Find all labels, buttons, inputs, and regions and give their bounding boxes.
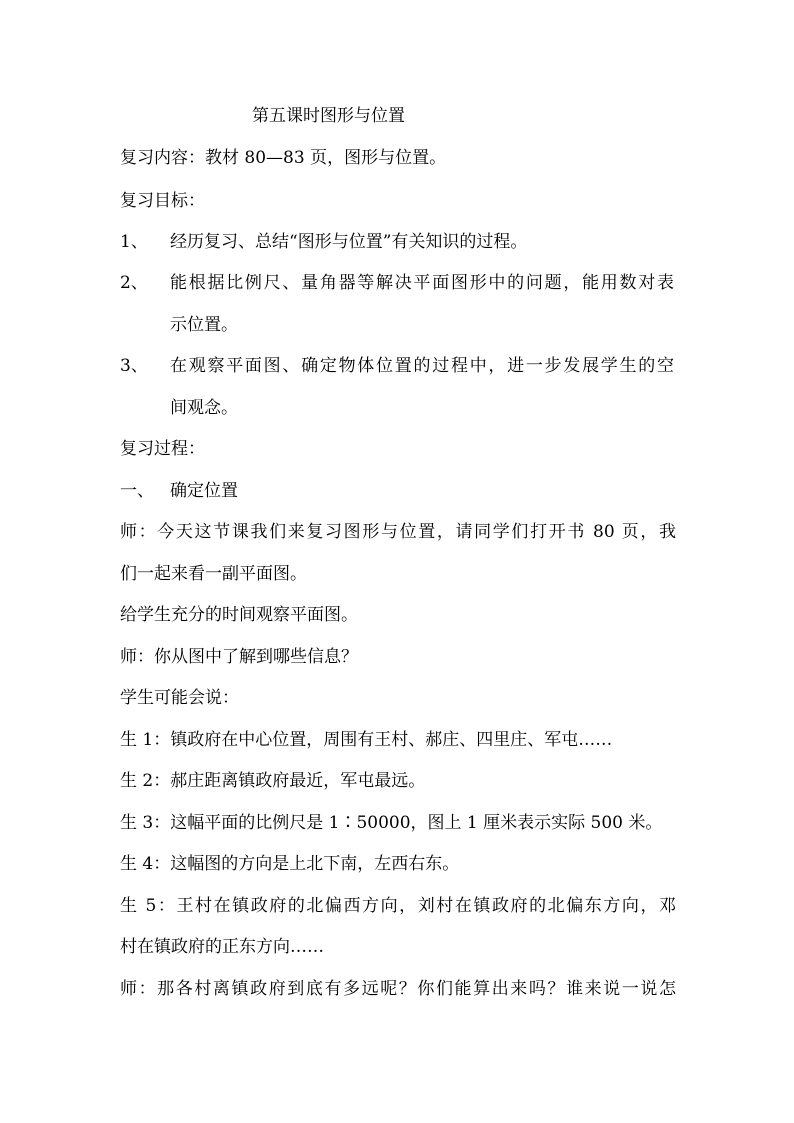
goals-heading: 复习目标： [120,191,205,211]
section-1-label: 确定位置 [170,481,238,501]
paragraph-line: 师：今天这节课我们来复习图形与位置，请同学们打开书 80 页，我 [120,522,676,542]
paragraph-line: 们一起来看一副平面图。 [120,564,307,584]
paragraph-line: 学生可能会说： [120,688,239,708]
goal-number-3: 3、 [120,356,148,376]
paragraph-line: 村在镇政府的正东方向…… [120,937,324,957]
goal-3-line-2: 间观念。 [170,398,238,418]
paragraph-line: 生 2：郝庄距离镇政府最近，军屯最远。 [120,771,426,791]
paragraph-line: 生 4：这幅图的方向是上北下南，左西右东。 [120,854,460,874]
goal-2-line-2: 示位置。 [170,315,238,335]
goal-2-line-1: 能根据比例尺、量角器等解决平面图形中的问题，能用数对表 [170,273,674,293]
section-1-number: 一、 [120,481,154,501]
document-title: 第五课时图形与位置 [252,106,405,126]
review-content-line: 复习内容：教材 80—83 页，图形与位置。 [120,148,447,168]
goal-1-line-1: 经历复习、总结“图形与位置”有关知识的过程。 [170,232,528,252]
process-heading: 复习过程： [120,439,205,459]
goal-3-line-1: 在观察平面图、确定物体位置的过程中，进一步发展学生的空 [170,356,674,376]
goal-number-1: 1、 [120,232,148,252]
paragraph-line: 生 1：镇政府在中心位置，周围有王村、郝庄、四里庄、军屯…… [120,730,613,750]
paragraph-line: 生 3：这幅平面的比例尺是 1∶50000，图上 1 厘米表示实际 500 米。 [120,813,663,833]
paragraph-line: 给学生充分的时间观察平面图。 [120,605,358,625]
paragraph-line: 师：你从图中了解到哪些信息？ [120,647,358,667]
paragraph-line: 师：那各村离镇政府到底有多远呢？你们能算出来吗？谁来说一说怎 [120,979,676,999]
paragraph-line: 生 5：王村在镇政府的北偏西方向，刘村在镇政府的北偏东方向，邓 [120,896,676,916]
goal-number-2: 2、 [120,273,148,293]
